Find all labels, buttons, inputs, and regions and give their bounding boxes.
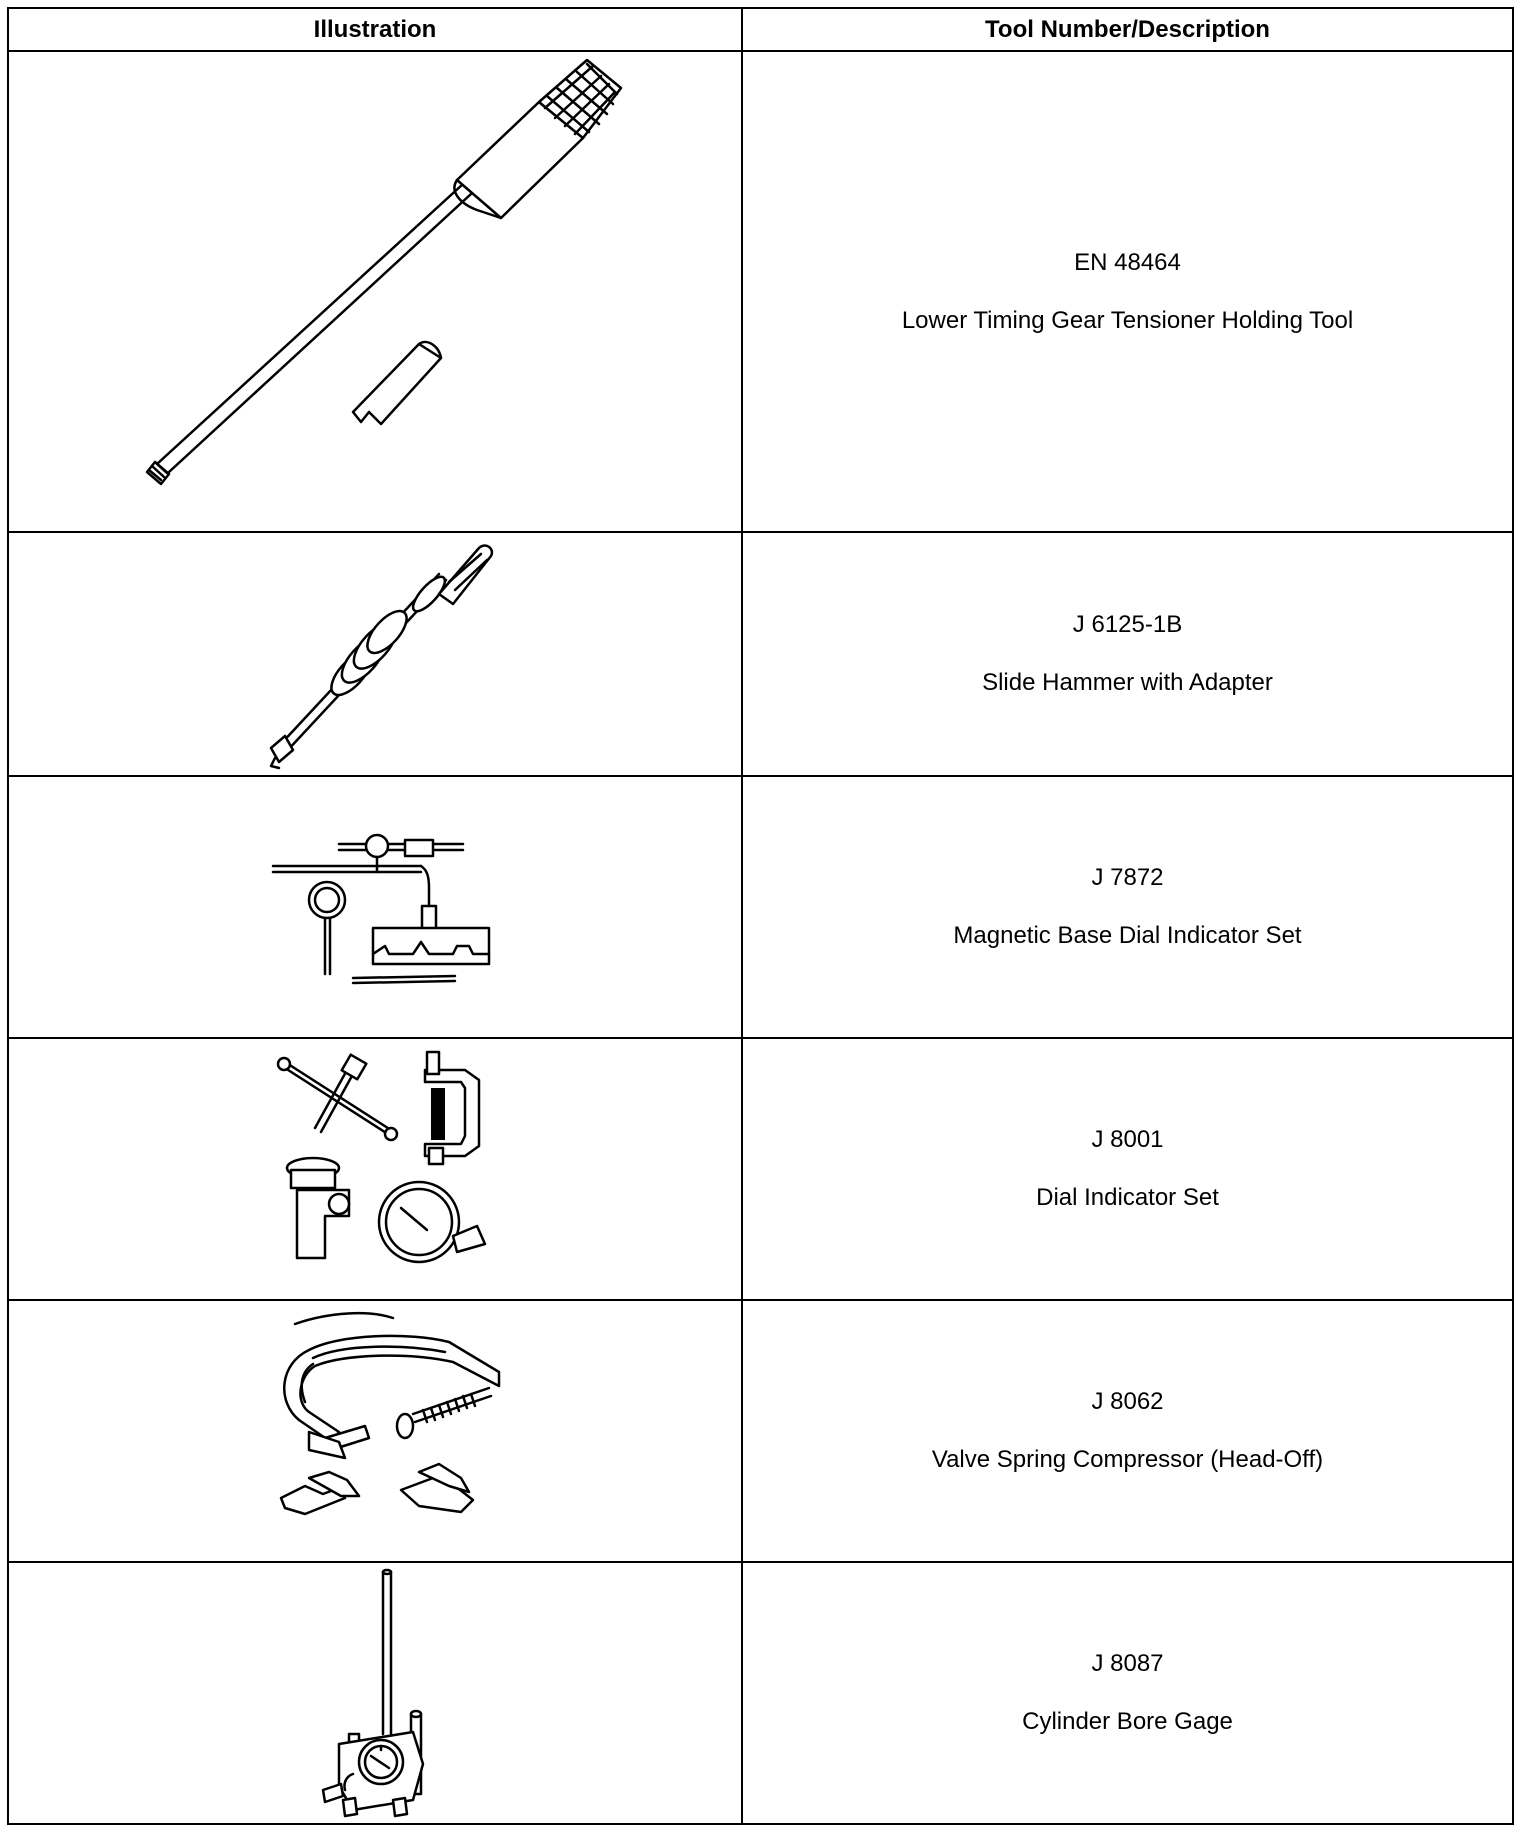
illustration-cell [8,1038,742,1300]
table-row [8,776,1513,1038]
illustration-cell [8,1300,742,1562]
illustration-cell [8,51,742,532]
tool-description-cell [742,1038,1513,1300]
tool-description-cell [742,532,1513,776]
tool-number: J 6125-1B [1072,611,1183,638]
tool-number: J 8087 [1091,1650,1164,1677]
slide-hammer-icon [9,534,743,774]
illustration-header: Illustration [8,8,742,51]
special-tools-table [7,7,1514,1825]
tool-description-cell [742,1300,1513,1562]
tool-number: J 8001 [1091,1126,1164,1153]
illustration-cell [8,532,742,776]
valve-spring-compressor-icon [9,1302,743,1560]
table-row [8,51,1513,532]
tool-number: J 7872 [1091,864,1164,891]
tool-description: Valve Spring Compressor (Head-Off) [931,1446,1324,1473]
tool-description: Cylinder Bore Gage [1022,1708,1233,1735]
tool-description: Magnetic Base Dial Indicator Set [953,922,1302,949]
tool-description-cell [742,1562,1513,1824]
table-row [8,532,1513,776]
timing-gear-tensioner-holding-tool-icon [9,52,743,531]
illustration-cell [8,776,742,1038]
cylinder-bore-gage-icon [9,1564,743,1822]
header-row [8,8,1513,51]
magnetic-base-dial-indicator-icon [9,778,743,1036]
dial-indicator-set-icon [9,1040,743,1298]
tool-header: Tool Number/Description [742,8,1513,51]
tool-description: Slide Hammer with Adapter [982,669,1273,696]
illustration-cell [8,1562,742,1824]
tool-number: J 8062 [1091,1388,1164,1415]
table-row [8,1562,1513,1824]
tool-number: EN 48464 [1074,248,1181,276]
table-row [8,1038,1513,1300]
table-row [8,1300,1513,1562]
tool-description-cell [742,776,1513,1038]
tool-description: Dial Indicator Set [1036,1184,1219,1211]
tool-description: Lower Timing Gear Tensioner Holding Tool [901,306,1354,334]
tool-description-cell [742,51,1513,532]
